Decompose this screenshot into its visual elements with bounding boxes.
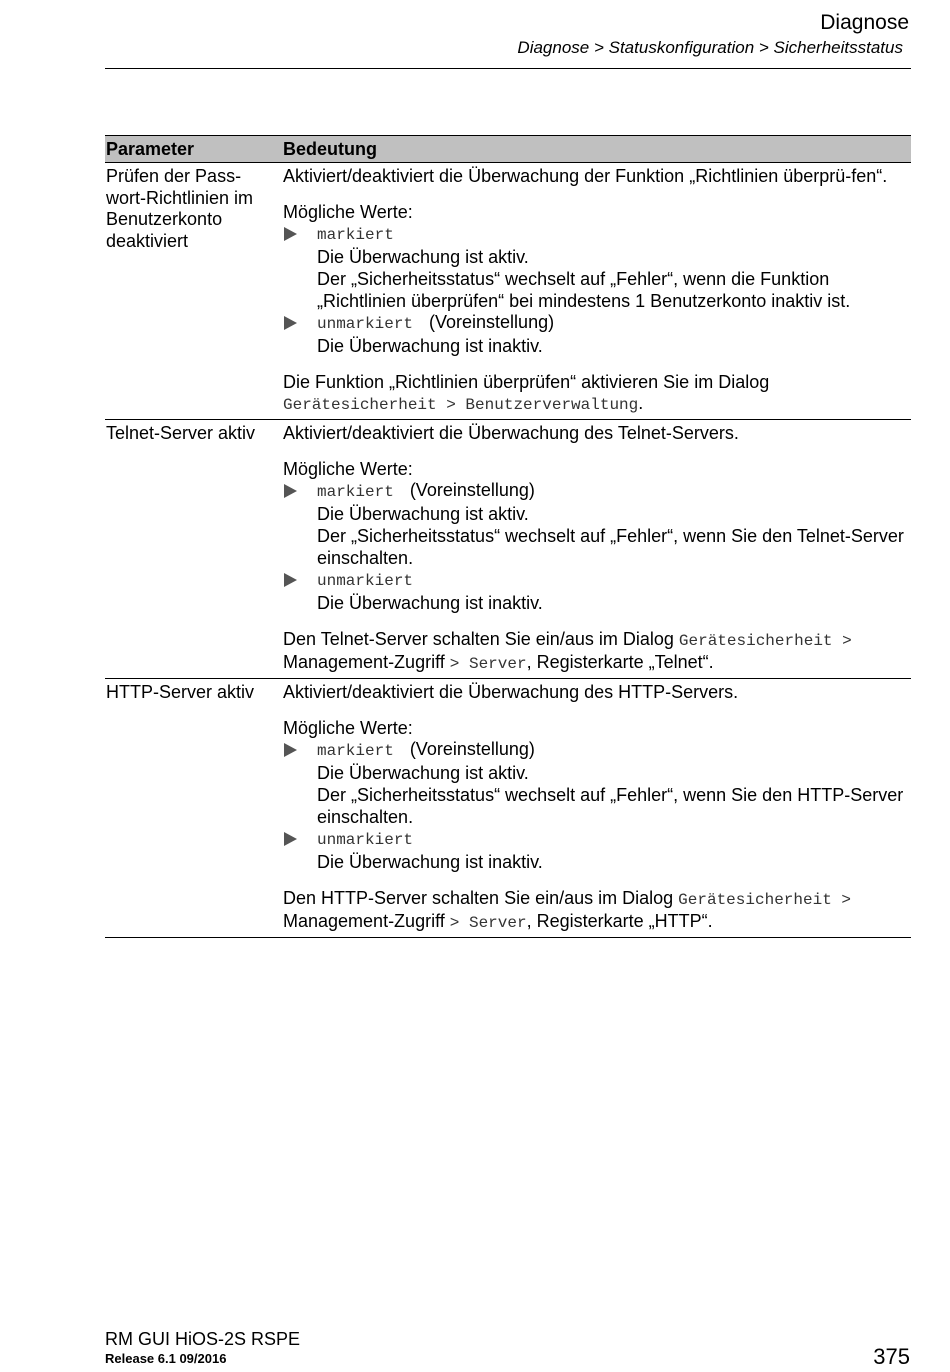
dialog-path: Gerätesicherheit > Benutzerverwaltung xyxy=(283,396,639,415)
note-text: Den HTTP-Server schalten Sie ein/aus im Dialog xyxy=(283,887,674,908)
values-label: Mögliche Werte: xyxy=(283,458,413,479)
column-header-meaning: Bedeutung xyxy=(283,139,377,159)
note-end: . xyxy=(638,393,644,414)
dialog-note xyxy=(283,888,911,935)
option-description: Die Überwachung ist inaktiv. xyxy=(317,335,543,356)
list-item xyxy=(283,569,911,614)
footer-release: Release 6.1 09/2016 xyxy=(105,1351,227,1366)
option-description: Die Überwachung ist aktiv. xyxy=(317,504,529,525)
default-marker: (Voreinstellung) xyxy=(429,312,555,333)
note-text: Den Telnet-Server schalten Sie ein/aus im Dialog xyxy=(283,628,674,649)
dialog-path: Gerätesicherheit > xyxy=(678,890,851,909)
list-item xyxy=(283,828,911,873)
option-description: Die Überwachung ist inaktiv. xyxy=(317,851,543,872)
option-value: unmarkiert xyxy=(317,572,414,591)
triangle-bullet-icon xyxy=(283,312,317,357)
default-marker: (Voreinstellung) xyxy=(409,480,535,501)
dialog-note xyxy=(283,629,911,676)
triangle-bullet-icon xyxy=(283,739,317,828)
list-item xyxy=(283,480,911,569)
option-description: Die Überwachung ist aktiv. xyxy=(317,763,529,784)
note-end: , Registerkarte „HTTP“. xyxy=(526,911,713,932)
option-value: markiert xyxy=(317,742,394,761)
option-value: unmarkiert xyxy=(317,831,414,850)
note-text: Die Funktion „Richtlinien überprüfen“ aktivieren Sie im Dialog xyxy=(283,371,770,392)
option-description: Der „Sicherheitsstatus“ wechselt auf „Fehler“, wenn die Funktion „Richtlinien überprüfen“ bei mindestens 1 Benutzerkonto inaktiv ist. xyxy=(317,268,851,311)
dialog-note xyxy=(283,372,911,417)
note-end: , Registerkarte „Telnet“. xyxy=(526,652,714,673)
triangle-bullet-icon xyxy=(283,828,317,873)
list-item xyxy=(283,312,911,357)
default-marker: (Voreinstellung) xyxy=(409,739,535,760)
description: Aktiviert/deaktiviert die Überwachung der Funktion „Richtlinien überprü-fen“. xyxy=(283,166,888,186)
table-row xyxy=(105,679,911,938)
description: Aktiviert/deaktiviert die Überwachung des HTTP-Servers. xyxy=(283,682,739,703)
column-header-parameter: Parameter xyxy=(106,139,195,159)
values-label: Mögliche Werte: xyxy=(283,201,413,222)
list-item xyxy=(283,223,911,312)
dialog-path: > Server xyxy=(449,914,527,933)
option-description: Die Überwachung ist aktiv. xyxy=(317,247,529,268)
note-middle: Management-Zugriff xyxy=(283,911,445,932)
header-divider xyxy=(105,68,911,69)
option-value: markiert xyxy=(317,226,394,245)
triangle-bullet-icon xyxy=(283,480,317,569)
parameter-table xyxy=(105,135,911,938)
option-value: markiert xyxy=(317,483,394,502)
option-description: Der „Sicherheitsstatus“ wechselt auf „Fehler“, wenn Sie den Telnet-Server einschalten. xyxy=(317,525,904,568)
chapter-title: Diagnose xyxy=(820,11,909,34)
option-description: Die Überwachung ist inaktiv. xyxy=(317,592,543,613)
table-row xyxy=(105,420,911,679)
note-middle: Management-Zugriff xyxy=(283,652,445,673)
triangle-bullet-icon xyxy=(283,569,317,614)
option-value: unmarkiert xyxy=(317,315,414,334)
triangle-bullet-icon xyxy=(283,223,317,312)
list-item xyxy=(283,739,911,828)
dialog-path: > Server xyxy=(449,655,527,674)
table-row xyxy=(105,163,911,420)
dialog-path: Gerätesicherheit > xyxy=(678,631,852,650)
parameter-name: Telnet-Server aktiv xyxy=(106,423,256,444)
page-number: 375 xyxy=(873,1344,910,1369)
values-label: Mögliche Werte: xyxy=(283,717,413,738)
description: Aktiviert/deaktiviert die Überwachung des Telnet-Servers. xyxy=(283,423,739,444)
table-header-row xyxy=(105,135,911,163)
parameter-name: HTTP-Server aktiv xyxy=(106,682,255,703)
footer-product: RM GUI HiOS-2S RSPE xyxy=(105,1329,301,1349)
breadcrumb: Diagnose > Statuskonfiguration > Sicherheitsstatus xyxy=(517,38,903,57)
parameter-name: Prüfen der Pass-wort-Richtlinien im Benutzerkonto deaktiviert xyxy=(106,166,254,252)
option-description: Der „Sicherheitsstatus“ wechselt auf „Fehler“, wenn Sie den HTTP-Server einschalten. xyxy=(317,784,904,827)
